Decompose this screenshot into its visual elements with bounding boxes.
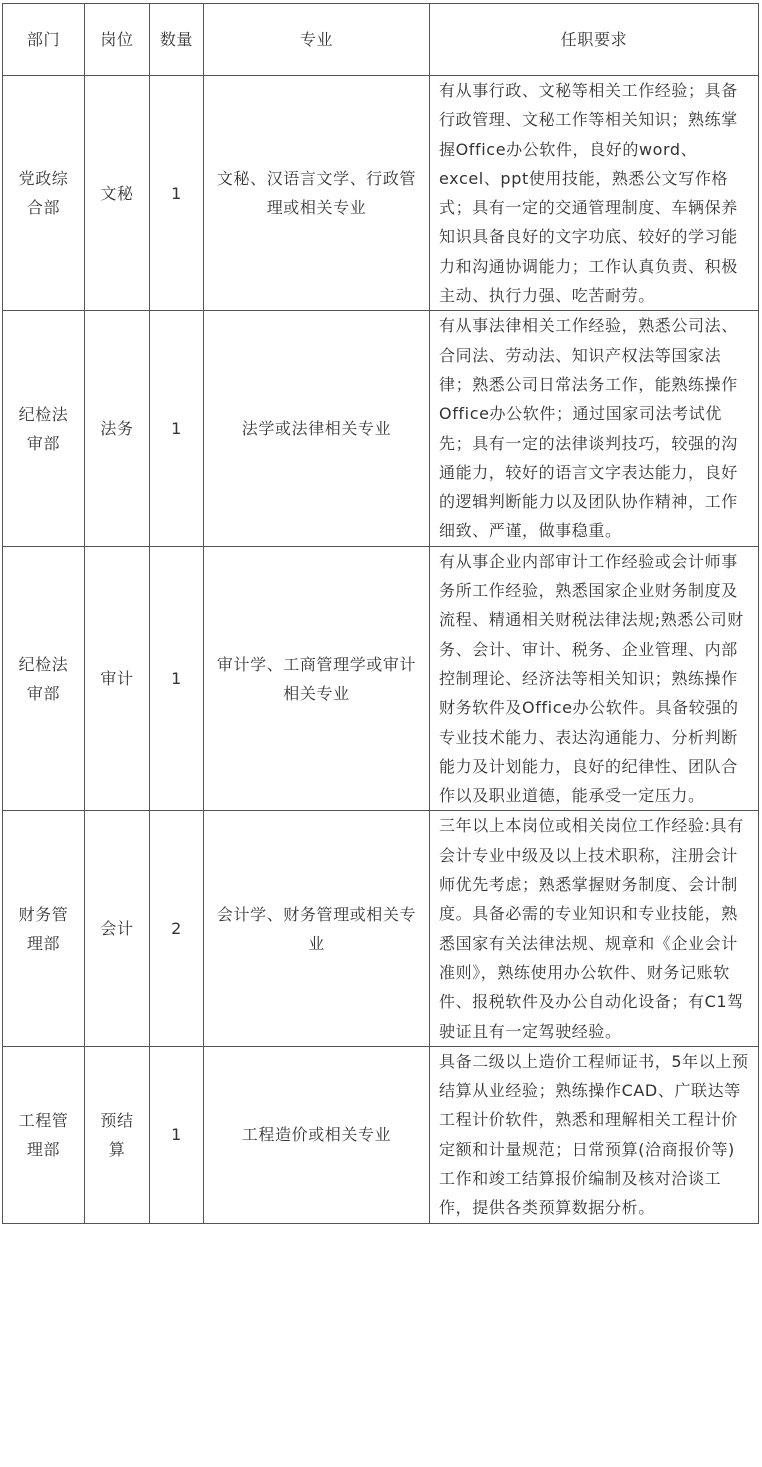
- cell-major: 工程造价或相关专业: [204, 1046, 430, 1223]
- cell-requirements: 具备二级以上造价工程师证书，5年以上预结算从业经验；熟练操作CAD、广联达等工程计价软件，熟悉和理解相关工程计价定额和计量规范；日常预算(洽商报价等)工作和竣工结算报价编制及核对洽谈工作，提供各类预算数据分析。: [430, 1046, 759, 1223]
- header-major: 专业: [204, 4, 430, 76]
- cell-count: 2: [150, 811, 204, 1046]
- cell-major: 文秘、汉语言文学、行政管理或相关专业: [204, 76, 430, 311]
- cell-position: 会计: [85, 811, 150, 1046]
- cell-count: 1: [150, 76, 204, 311]
- cell-major: 会计学、财务管理或相关专业: [204, 811, 430, 1046]
- cell-dept: 纪检法审部: [3, 311, 85, 546]
- cell-major: 法学或法律相关专业: [204, 311, 430, 546]
- cell-count: 1: [150, 311, 204, 546]
- cell-position: 预结算: [85, 1046, 150, 1223]
- header-dept: 部门: [3, 4, 85, 76]
- cell-dept: 工程管理部: [3, 1046, 85, 1223]
- cell-dept: 纪检法审部: [3, 546, 85, 811]
- header-requirements: 任职要求: [430, 4, 759, 76]
- table-row: [3, 546, 759, 811]
- cell-requirements: 有从事行政、文秘等相关工作经验；具备行政管理、文秘工作等相关知识；熟练掌握Office办公软件，良好的word、excel、ppt使用技能，熟悉公文写作格式；具有一定的交通管理制度、车辆保养知识具备良好的文字功底、较好的学习能力和沟通协调能力；工作认真负责、积极主动、执行力强、吃苦耐劳。: [430, 76, 759, 311]
- header-position: 岗位: [85, 4, 150, 76]
- cell-dept: 党政综合部: [3, 76, 85, 311]
- header-count: 数量: [150, 4, 204, 76]
- cell-requirements: 有从事企业内部审计工作经验或会计师事务所工作经验，熟悉国家企业财务制度及流程、精通相关财税法律法规;熟悉公司财务、会计、审计、税务、企业管理、内部控制理论、经济法等相关知识；熟练操作财务软件及Office办公软件。具备较强的专业技术能力、表达沟通能力、分析判断能力及计划能力，良好的纪律性、团队合作以及职业道德，能承受一定压力。: [430, 546, 759, 811]
- cell-count: 1: [150, 546, 204, 811]
- cell-position: 法务: [85, 311, 150, 546]
- cell-dept: 财务管理部: [3, 811, 85, 1046]
- table-header-row: [3, 4, 759, 76]
- table-row: [3, 1046, 759, 1223]
- cell-count: 1: [150, 1046, 204, 1223]
- cell-requirements: 三年以上本岗位或相关岗位工作经验:具有会计专业中级及以上技术职称，注册会计师优先考虑；熟悉掌握财务制度、会计制度。具备必需的专业知识和专业技能，熟悉国家有关法律法规、规章和《企业会计准则》，熟练使用办公软件、财务记账软件、报税软件及办公自动化设备；有C1驾驶证且有一定驾驶经验。: [430, 811, 759, 1046]
- cell-requirements: 有从事法律相关工作经验，熟悉公司法、合同法、劳动法、知识产权法等国家法律；熟悉公司日常法务工作，能熟练操作Office办公软件；通过国家司法考试优先；具有一定的法律谈判技巧，较强的沟通能力，较好的语言文字表达能力，良好的逻辑判断能力以及团队协作精神，工作细致、严谨，做事稳重。: [430, 311, 759, 546]
- table-row: [3, 311, 759, 546]
- table-row: [3, 811, 759, 1046]
- cell-position: 文秘: [85, 76, 150, 311]
- table-row: [3, 76, 759, 311]
- cell-position: 审计: [85, 546, 150, 811]
- recruitment-table: [2, 3, 759, 1224]
- cell-major: 审计学、工商管理学或审计相关专业: [204, 546, 430, 811]
